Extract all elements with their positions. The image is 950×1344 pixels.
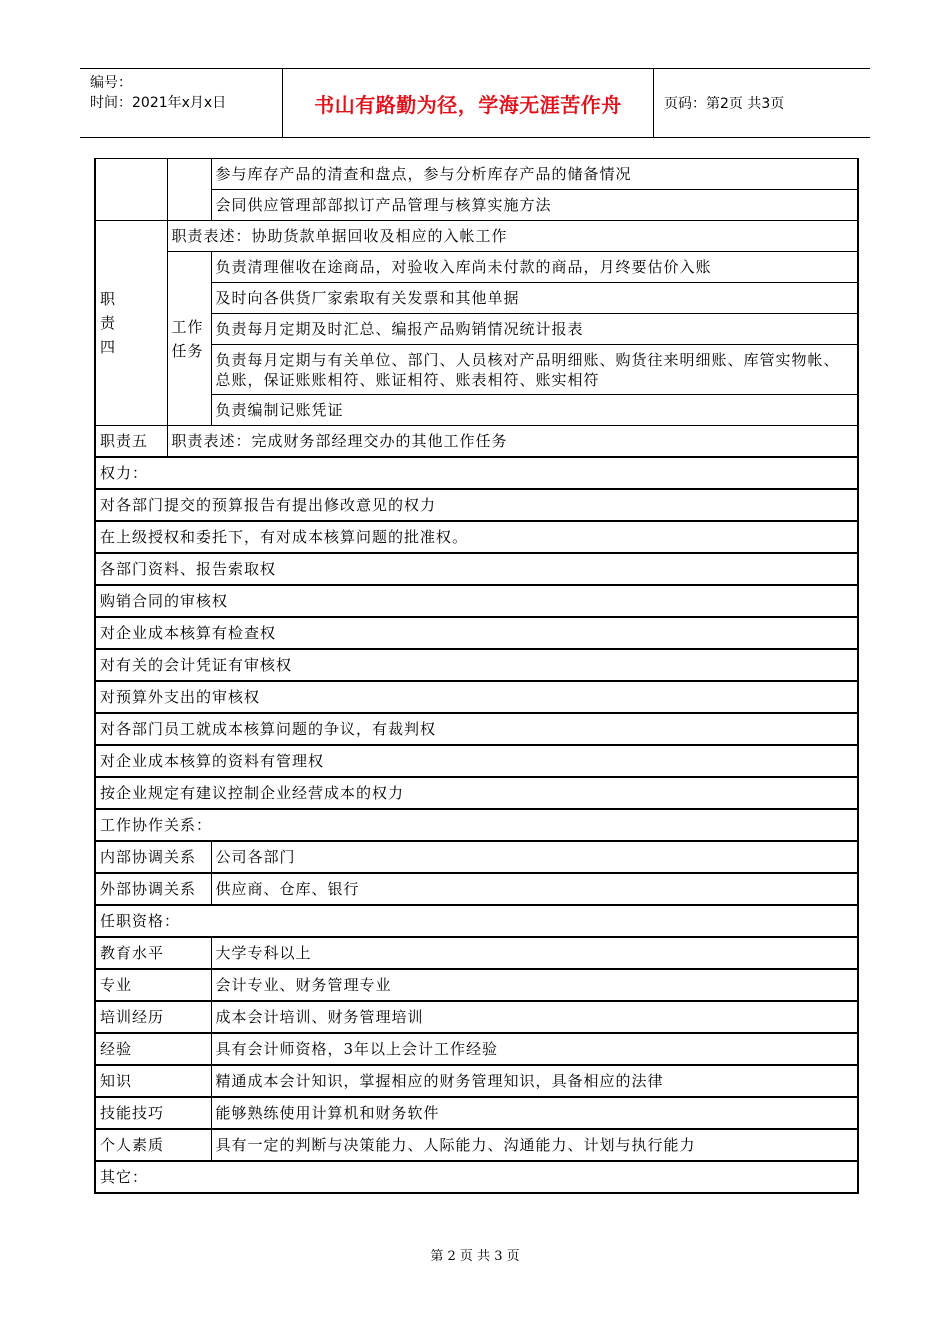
qualification-value: 具有会计师资格，3年以上会计工作经验 bbox=[211, 1033, 858, 1065]
duty3-label-cell bbox=[95, 159, 167, 221]
qualification-label: 技能技巧 bbox=[95, 1097, 211, 1129]
qualification-label: 知识 bbox=[95, 1065, 211, 1097]
authority-item: 各部门资料、报告索取权 bbox=[95, 553, 858, 585]
table-row bbox=[95, 873, 858, 905]
duty3-task: 参与库存产品的清查和盘点，参与分析库存产品的储备情况 bbox=[211, 159, 858, 190]
authority-item: 对企业成本核算的资料有管理权 bbox=[95, 745, 858, 777]
page-header bbox=[80, 68, 870, 138]
table-row bbox=[95, 489, 858, 521]
qualification-label: 经验 bbox=[95, 1033, 211, 1065]
page-footer: 第 2 页 共 3 页 bbox=[430, 1249, 520, 1264]
header-page-number: 页码：第2页 共3页 bbox=[664, 96, 785, 112]
authority-item: 对企业成本核算有检查权 bbox=[95, 617, 858, 649]
duty5-statement: 职责表述：完成财务部经理交办的其他工作任务 bbox=[167, 426, 858, 458]
authority-item: 对各部门员工就成本核算问题的争议，有裁判权 bbox=[95, 713, 858, 745]
table-row bbox=[95, 426, 858, 458]
authority-item: 对各部门提交的预算报告有提出修改意见的权力 bbox=[95, 489, 858, 521]
qualification-value: 具有一定的判断与决策能力、人际能力、沟通能力、计划与执行能力 bbox=[211, 1129, 858, 1161]
duty5-label: 职责五 bbox=[95, 426, 167, 458]
duty4-task: 负责每月定期及时汇总、编报产品购销情况统计报表 bbox=[211, 314, 858, 345]
table-row bbox=[95, 745, 858, 777]
qualifications-title: 任职资格： bbox=[95, 905, 858, 937]
duty4-task: 及时向各供货厂家索取有关发票和其他单据 bbox=[211, 283, 858, 314]
authority-title: 权力： bbox=[95, 457, 858, 489]
authority-item: 对预算外支出的审核权 bbox=[95, 681, 858, 713]
relations-value: 供应商、仓库、银行 bbox=[211, 873, 858, 905]
qualification-value: 成本会计培训、财务管理培训 bbox=[211, 1001, 858, 1033]
duty3-subcell bbox=[167, 159, 211, 221]
table-row bbox=[95, 1129, 858, 1161]
other-title: 其它： bbox=[95, 1161, 858, 1193]
table-row bbox=[95, 713, 858, 745]
authority-item: 按企业规定有建议控制企业经营成本的权力 bbox=[95, 777, 858, 809]
table-row bbox=[95, 159, 858, 190]
authority-item: 对有关的会计凭证有审核权 bbox=[95, 649, 858, 681]
table-row bbox=[95, 1001, 858, 1033]
table-row bbox=[95, 617, 858, 649]
duty3-task: 会同供应管理部部拟订产品管理与核算实施方法 bbox=[211, 190, 858, 221]
duty4-task: 负责编制记账凭证 bbox=[211, 395, 858, 426]
duty4-task: 负责清理催收在途商品，对验收入库尚未付款的商品，月终要估价入账 bbox=[211, 252, 858, 283]
relations-title: 工作协作关系： bbox=[95, 809, 858, 841]
table-row bbox=[95, 905, 858, 937]
table-row bbox=[95, 252, 858, 283]
table-row bbox=[95, 649, 858, 681]
duty4-work-tasks-label: 工作 任务 bbox=[167, 252, 211, 426]
table-row bbox=[95, 1097, 858, 1129]
relations-label: 外部协调关系 bbox=[95, 873, 211, 905]
table-row bbox=[95, 937, 858, 969]
table-row bbox=[95, 1065, 858, 1097]
table-row bbox=[95, 585, 858, 617]
relations-label: 内部协调关系 bbox=[95, 841, 211, 873]
document-number-label: 编号： bbox=[90, 75, 132, 91]
qualification-label: 培训经历 bbox=[95, 1001, 211, 1033]
relations-value: 公司各部门 bbox=[211, 841, 858, 873]
table-row bbox=[95, 1161, 858, 1193]
table-row bbox=[95, 681, 858, 713]
authority-item: 在上级授权和委托下，有对成本核算问题的批准权。 bbox=[95, 521, 858, 553]
table-row bbox=[95, 1033, 858, 1065]
qualification-value: 会计专业、财务管理专业 bbox=[211, 969, 858, 1001]
table-row bbox=[95, 457, 858, 489]
job-description-table bbox=[94, 158, 859, 1194]
table-row bbox=[95, 553, 858, 585]
header-meta bbox=[80, 69, 283, 137]
table-row bbox=[95, 521, 858, 553]
qualification-value: 能够熟练使用计算机和财务软件 bbox=[211, 1097, 858, 1129]
qualification-label: 个人素质 bbox=[95, 1129, 211, 1161]
table-row bbox=[95, 969, 858, 1001]
table-row bbox=[95, 809, 858, 841]
qualification-value: 大学专科以上 bbox=[211, 937, 858, 969]
qualification-value: 精通成本会计知识，掌握相应的财务管理知识，具备相应的法律 bbox=[211, 1065, 858, 1097]
duty4-label: 职 责 四 bbox=[95, 221, 167, 426]
authority-item: 购销合同的审核权 bbox=[95, 585, 858, 617]
duty4-task: 负责每月定期与有关单位、部门、人员核对产品明细账、购货往来明细账、库管实物帐、总账，保证账账相符、账证相符、账表相符、账实相符 bbox=[211, 345, 858, 395]
table-row bbox=[95, 841, 858, 873]
duty4-statement: 职责表述：协助货款单据回收及相应的入帐工作 bbox=[167, 221, 858, 252]
document-time-label: 时间：2021年x月x日 bbox=[90, 95, 227, 111]
table-row bbox=[95, 221, 858, 252]
header-motto: 书山有路勤为径，学海无涯苦作舟 bbox=[283, 69, 654, 137]
table-row bbox=[95, 777, 858, 809]
qualification-label: 教育水平 bbox=[95, 937, 211, 969]
qualification-label: 专业 bbox=[95, 969, 211, 1001]
